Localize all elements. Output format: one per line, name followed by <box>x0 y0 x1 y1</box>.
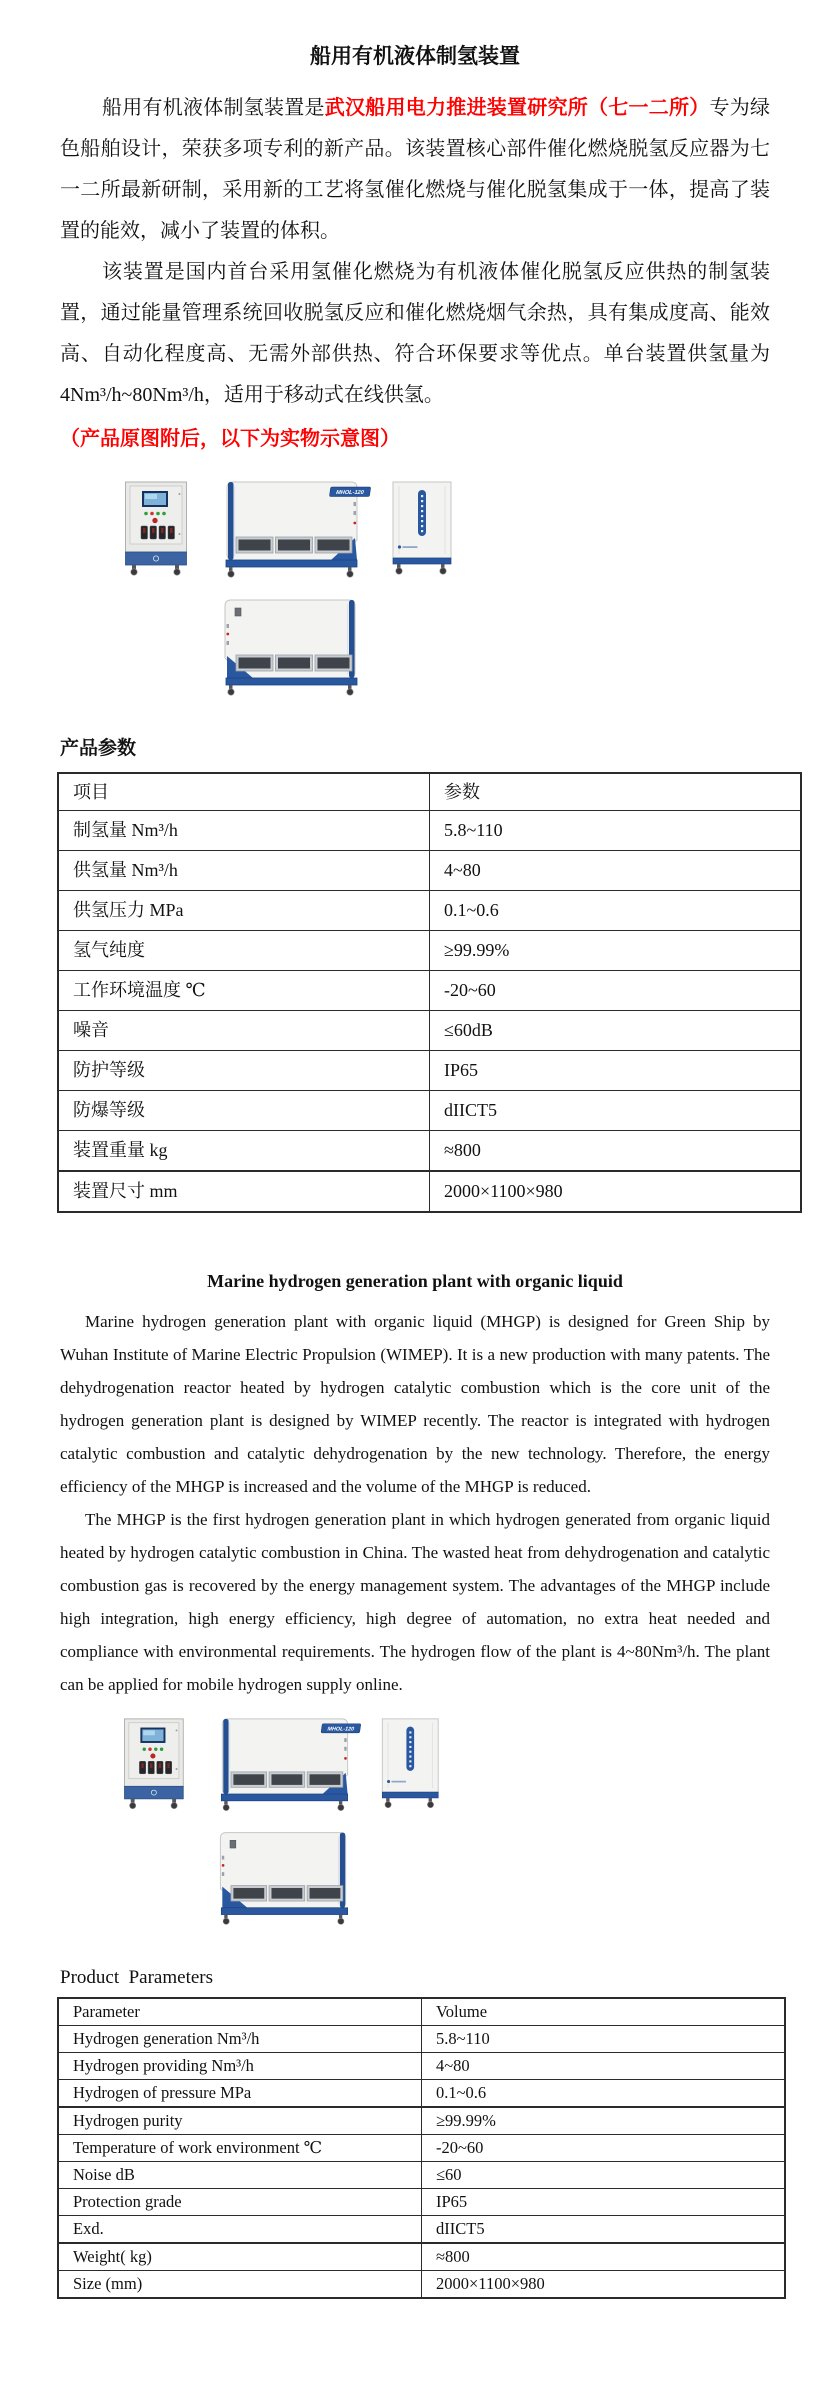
table-cell: 供氢量 Nm³/h <box>58 851 430 891</box>
table-cell: 防爆等级 <box>58 1091 430 1131</box>
column-header: Volume <box>422 1998 786 2026</box>
red-note: （产品原图附后，以下为实物示意图） <box>60 428 400 450</box>
table-row <box>58 2026 785 2053</box>
table-cell: Hydrogen of pressure MPa <box>58 2080 422 2108</box>
paragraph-cn-1-post: 专为绿色船舶设计，荣获多项专利的新产品。该装置核心部件催化燃烧脱氢反应器为七一二所最新研制，采用新的工艺将氢催化燃烧与催化脱氢集成于一体，提高了装置的能效，减小了装置的体积。 <box>60 97 770 242</box>
table-cell: 供氢压力 MPa <box>58 891 430 931</box>
table-cell: Exd. <box>58 2216 422 2244</box>
table-cell: Hydrogen purity <box>58 2107 422 2135</box>
table-row <box>58 2135 785 2162</box>
table-cell: 装置尺寸 mm <box>58 1171 430 1212</box>
table-row <box>58 2162 785 2189</box>
table-cell: Hydrogen generation Nm³/h <box>58 2026 422 2053</box>
en-table-heading: Product Parameters <box>60 1967 214 1988</box>
table-row <box>58 811 801 851</box>
cn-table-heading: 产品参数 <box>60 738 137 759</box>
table-row <box>58 1011 801 1051</box>
table-cell: -20~60 <box>430 971 802 1011</box>
table-cell: 氢气纯度 <box>58 931 430 971</box>
column-header: 项目 <box>58 773 430 811</box>
table-cell: ≈800 <box>422 2243 786 2271</box>
table-row <box>58 2053 785 2080</box>
table-cell: 2000×1100×980 <box>422 2271 786 2299</box>
table-cell: 4~80 <box>430 851 802 891</box>
table-cell: 0.1~0.6 <box>422 2080 786 2108</box>
table-row <box>58 1171 801 1212</box>
table-cell: 工作环境温度 ℃ <box>58 971 430 1011</box>
en-title: Marine hydrogen generation plant with organic liquid <box>207 1271 623 1291</box>
table-cell: ≤60 <box>422 2162 786 2189</box>
column-header: Parameter <box>58 1998 422 2026</box>
table-header-row <box>58 1998 785 2026</box>
en-parameters-table <box>57 1997 786 2299</box>
paragraph-cn-1-pre: 船用有机液体制氢装置是 <box>102 97 325 119</box>
table-row <box>58 2189 785 2216</box>
table-cell: 防护等级 <box>58 1051 430 1091</box>
table-cell: ≈800 <box>430 1131 802 1172</box>
table-cell: Protection grade <box>58 2189 422 2216</box>
paragraph-en-2: The MHGP is the first hydrogen generation plant in which hydrogen generated from organic liquid heated by hydrogen catalytic combustion in China. The wasted heat from dehydrogenation and catalytic combustion gas is recovered by the energy management system. The advantages of the MHGP include high integration, high energy efficiency, high degree of automation, no extra heat needed and compliance with environmental requirements. The hydrogen flow of the plant is 4~80Nm³/h. The plant can be applied for mobile hydrogen supply online. <box>60 1510 770 1694</box>
table-row <box>58 851 801 891</box>
table-row <box>58 931 801 971</box>
table-row <box>58 2271 785 2299</box>
paragraph-en-1: Marine hydrogen generation plant with organic liquid (MHGP) is designed for Green Ship by Wuhan Institute of Marine Electric Propulsion (WIMEP). It is a new production with many patents. The dehydrogenation reactor heated by hydrogen catalytic combustion which is the core unit of the hydrogen generation plant is designed by WIMEP recently. The reactor is integrated with hydrogen catalytic combustion and catalytic dehydrogenation by the new technology. Therefore, the energy efficiency of the MHGP is increased and the volume of the MHGP is reduced. <box>60 1312 770 1496</box>
table-cell: Weight( kg) <box>58 2243 422 2271</box>
table-row <box>58 891 801 931</box>
table-cell: dIICT5 <box>422 2216 786 2244</box>
paragraph-cn-1 <box>60 88 770 252</box>
table-cell: 4~80 <box>422 2053 786 2080</box>
table-cell: IP65 <box>430 1051 802 1091</box>
table-cell: 2000×1100×980 <box>430 1171 802 1212</box>
table-cell: Size (mm) <box>58 2271 422 2299</box>
table-cell: ≥99.99% <box>422 2107 786 2135</box>
cn-parameters-table <box>57 772 802 1213</box>
table-row <box>58 1051 801 1091</box>
table-cell: 制氢量 Nm³/h <box>58 811 430 851</box>
table-cell: 0.1~0.6 <box>430 891 802 931</box>
table-cell: -20~60 <box>422 2135 786 2162</box>
table-row <box>58 2243 785 2271</box>
table-row <box>58 2216 785 2244</box>
page-title: 船用有机液体制氢装置 <box>310 44 520 68</box>
table-cell: dIICT5 <box>430 1091 802 1131</box>
product-images-group-1 <box>125 478 457 700</box>
table-cell: ≤60dB <box>430 1011 802 1051</box>
table-cell: 噪音 <box>58 1011 430 1051</box>
table-cell: 装置重量 kg <box>58 1131 430 1172</box>
paragraph-cn-2: 该装置是国内首台采用氢催化燃烧为有机液体催化脱氢反应供热的制氢装置，通过能量管理系统回收脱氢反应和催化燃烧烟气余热，具有集成度高、能效高、自动化程度高、无需外部供热、符合环保要求等优点。单台装置供氢量为4Nm³/h~80Nm³/h，适用于移动式在线供氢。 <box>60 261 770 406</box>
table-row <box>58 1131 801 1172</box>
table-cell: Noise dB <box>58 2162 422 2189</box>
table-cell: 5.8~110 <box>430 811 802 851</box>
institute-name-highlight: 武汉船用电力推进装置研究所（七一二所） <box>324 97 710 119</box>
column-header: 参数 <box>430 773 802 811</box>
table-cell: IP65 <box>422 2189 786 2216</box>
table-header-row <box>58 773 801 811</box>
table-row <box>58 2080 785 2108</box>
table-cell: Temperature of work environment ℃ <box>58 2135 422 2162</box>
table-cell: ≥99.99% <box>430 931 802 971</box>
table-cell: Hydrogen providing Nm³/h <box>58 2053 422 2080</box>
table-row <box>58 971 801 1011</box>
product-images-group-2 <box>124 1715 444 1929</box>
table-row <box>58 1091 801 1131</box>
table-cell: 5.8~110 <box>422 2026 786 2053</box>
table-row <box>58 2107 785 2135</box>
